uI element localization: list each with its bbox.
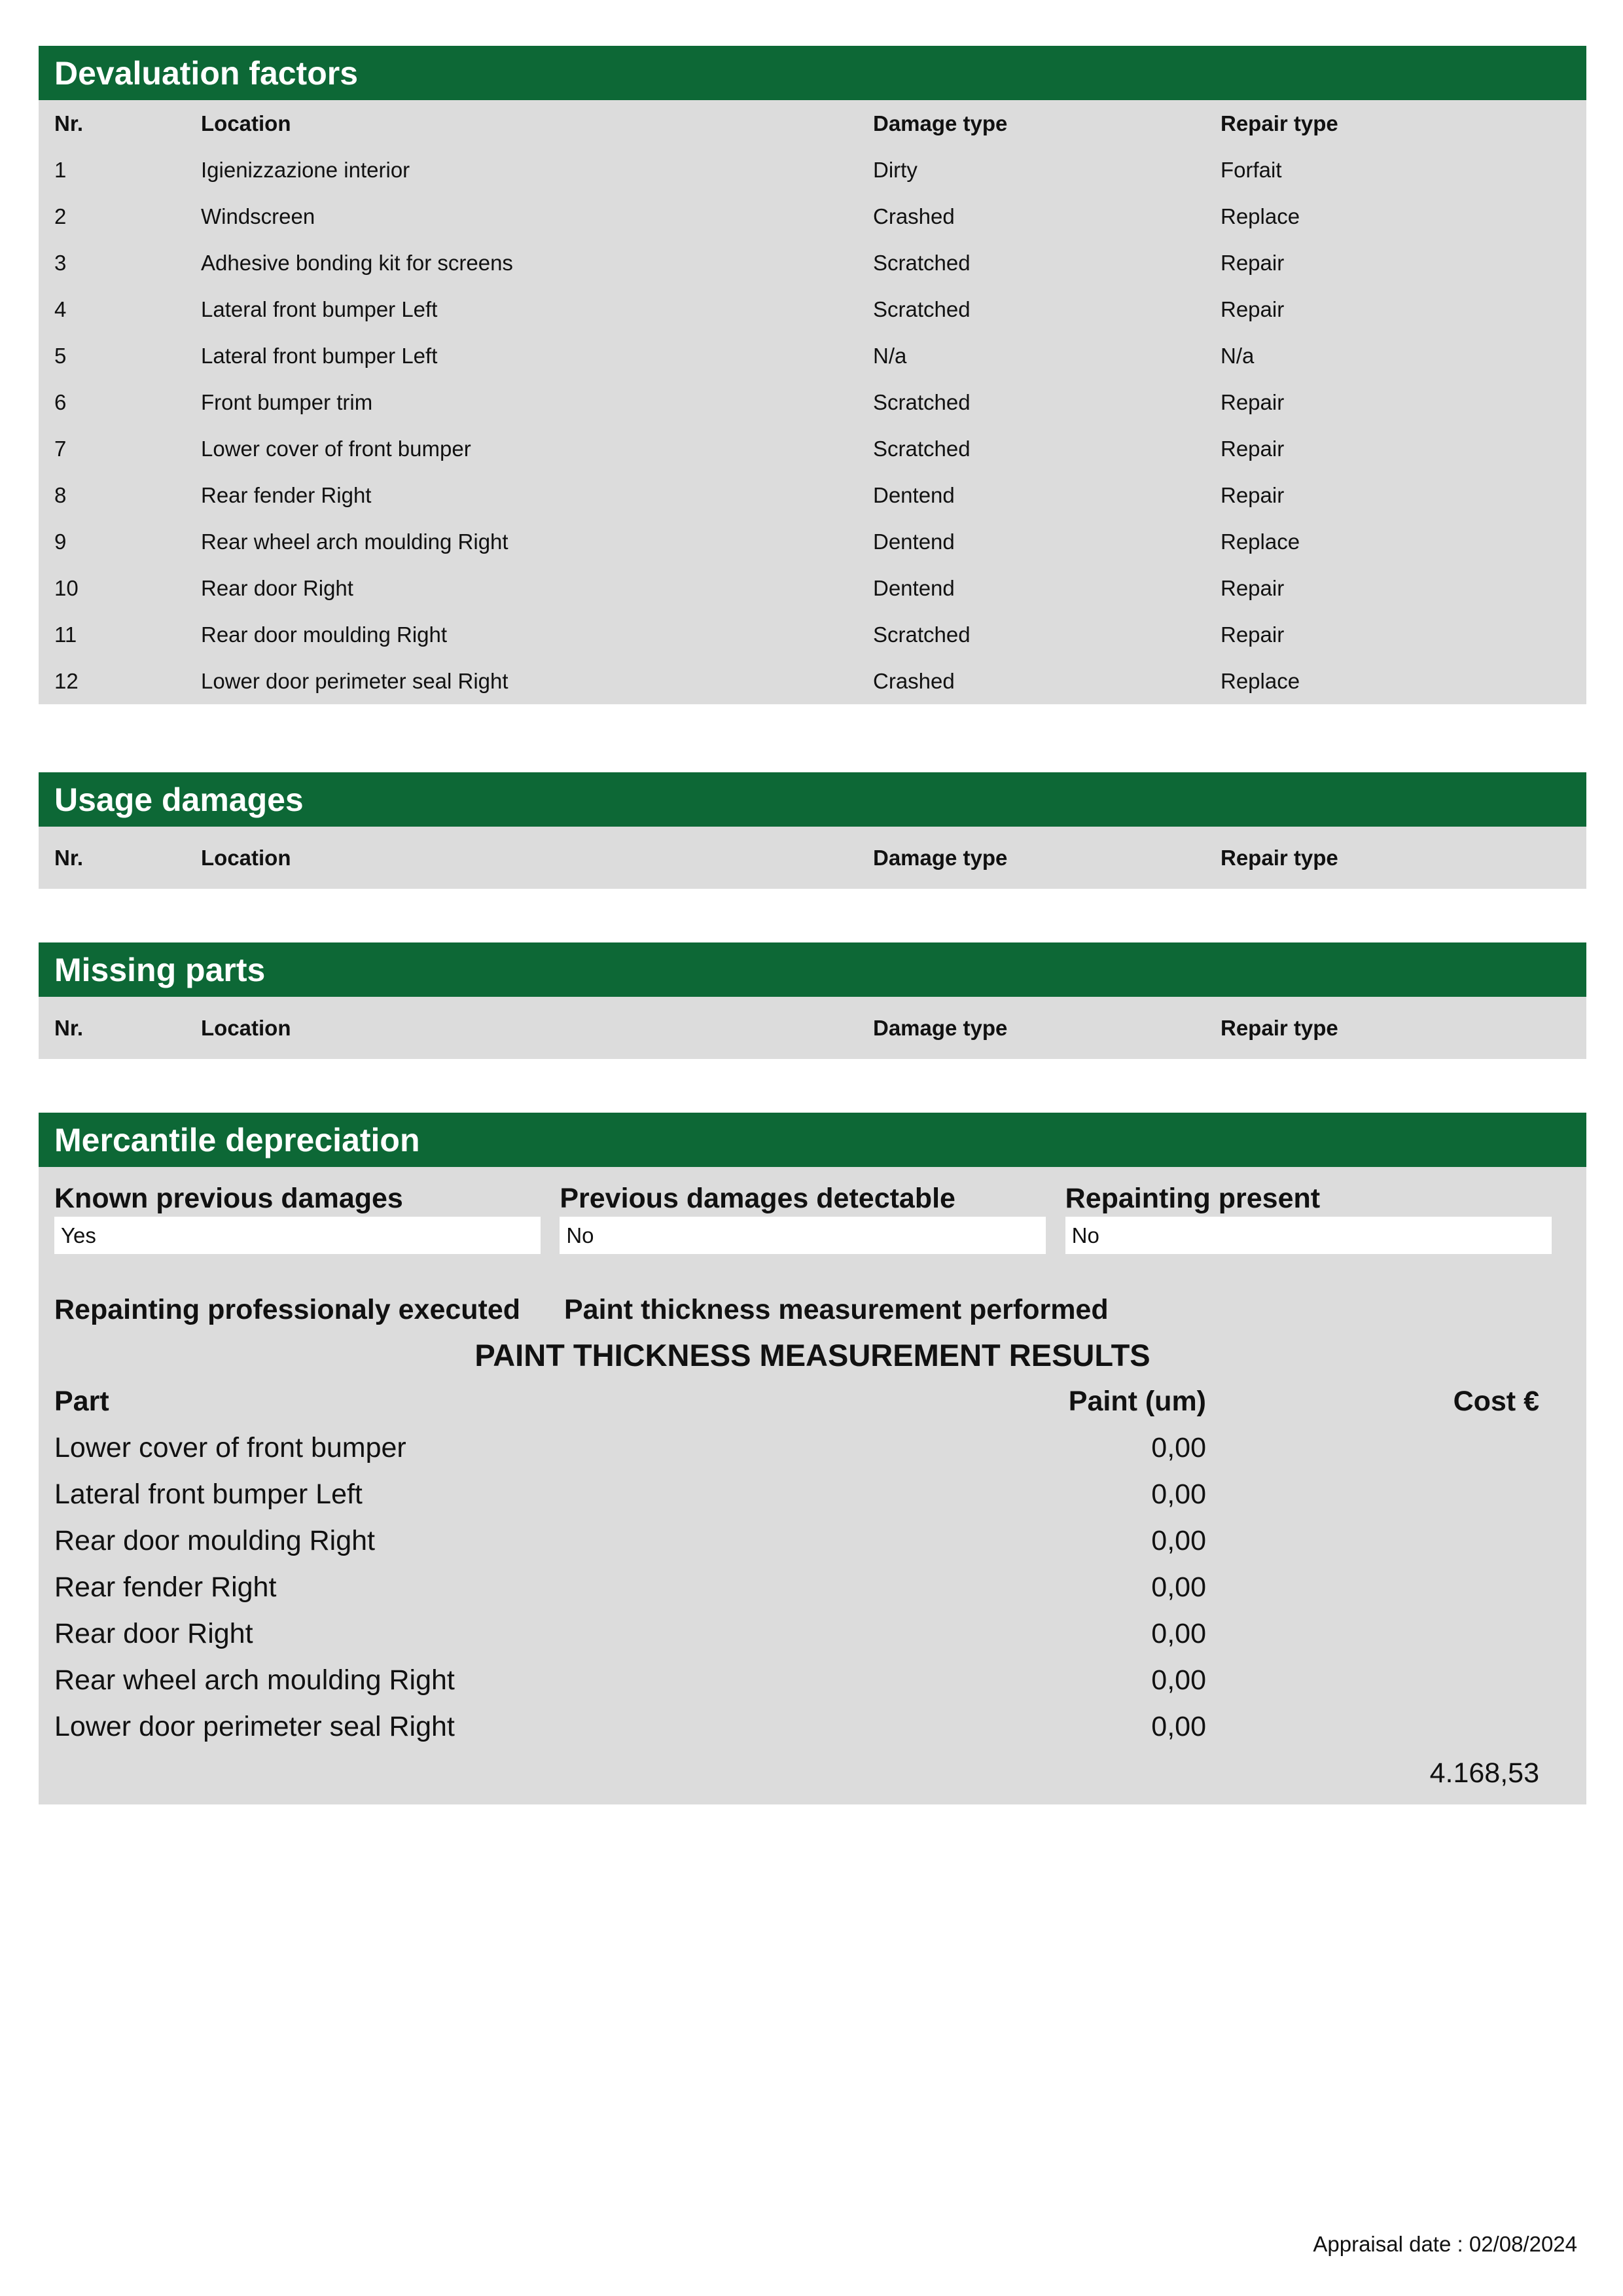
cell-location: Front bumper trim (201, 389, 373, 414)
table-row (54, 1704, 1571, 1750)
cell-location: Rear wheel arch moulding Right (201, 529, 508, 554)
cell-damage-type: Dirty (873, 157, 918, 182)
total-cost: 4.168,53 (1429, 1757, 1539, 1789)
header-repair-type: Repair type (1221, 111, 1338, 135)
total-row (54, 1750, 1571, 1797)
section-title: Usage damages (39, 772, 1586, 827)
cell-repair-type: Repair (1221, 622, 1285, 647)
header-paint: Paint (um) (1068, 1386, 1206, 1417)
devaluation-table (39, 100, 1586, 704)
known-previous-damages (54, 1180, 560, 1254)
table-row (54, 147, 1571, 193)
table-row (54, 1611, 1571, 1657)
cell-damage-type: Scratched (873, 389, 971, 414)
cell-damage-type: Dentend (873, 482, 955, 507)
cell-damage-type: Scratched (873, 250, 971, 275)
cell-part: Lower door perimeter seal Right (54, 1711, 455, 1742)
field-label: Repainting present (1065, 1183, 1321, 1214)
cell-repair-type: Repair (1221, 436, 1285, 461)
cell-repair-type: Repair (1221, 250, 1285, 275)
header-repair-type: Repair type (1221, 845, 1338, 870)
cell-location: Igienizzazione interior (201, 157, 410, 182)
cell-nr: 2 (54, 204, 67, 228)
field-label: Previous damages detectable (560, 1183, 955, 1214)
cell-nr: 4 (54, 296, 67, 321)
table-row (54, 1518, 1571, 1564)
mercantile-body (39, 1167, 1586, 1804)
header-damage-type: Damage type (873, 111, 1008, 135)
cell-nr: 9 (54, 529, 67, 554)
cell-location: Adhesive bonding kit for screens (201, 250, 513, 275)
cell-nr: 5 (54, 343, 67, 368)
cell-damage-type: Scratched (873, 436, 971, 461)
table-row (54, 1425, 1571, 1471)
cell-nr: 10 (54, 575, 79, 600)
header-part: Part (54, 1386, 109, 1417)
header-repair-type: Repair type (1221, 1015, 1338, 1040)
table-row (54, 611, 1571, 658)
table-header-row (54, 827, 1571, 889)
table-row (54, 518, 1571, 565)
section-title: Mercantile depreciation (39, 1113, 1586, 1167)
repainting-present-field: No (1065, 1217, 1552, 1254)
table-header-row (54, 997, 1571, 1059)
table-row (54, 565, 1571, 611)
table-row (54, 1657, 1571, 1704)
header-location: Location (201, 1015, 291, 1040)
cell-nr: 11 (54, 622, 77, 647)
cell-nr: 6 (54, 389, 67, 414)
cell-nr: 1 (54, 157, 67, 182)
cell-paint: 0,00 (1151, 1525, 1206, 1556)
known-previous-damages-field: Yes (54, 1217, 541, 1254)
header-nr: Nr. (54, 845, 84, 870)
cell-paint: 0,00 (1151, 1711, 1206, 1742)
cell-repair-type: Repair (1221, 482, 1285, 507)
cell-location: Lateral front bumper Left (201, 343, 438, 368)
field-label: Known previous damages (54, 1183, 403, 1214)
header-damage-type: Damage type (873, 845, 1008, 870)
header-nr: Nr. (54, 1015, 84, 1040)
cell-location: Windscreen (201, 204, 315, 228)
cell-repair-type: Repair (1221, 296, 1285, 321)
cell-location: Lateral front bumper Left (201, 296, 438, 321)
cell-location: Rear door moulding Right (201, 622, 448, 647)
cell-paint: 0,00 (1151, 1618, 1206, 1649)
cell-repair-type: Repair (1221, 575, 1285, 600)
table-row (54, 472, 1571, 518)
paint-measurement-label: Paint thickness measurement performed (564, 1294, 1109, 1325)
table-row (54, 379, 1571, 425)
table-row (54, 1564, 1571, 1611)
cell-damage-type: Crashed (873, 204, 955, 228)
cell-location: Rear door Right (201, 575, 353, 600)
cell-damage-type: Crashed (873, 668, 955, 693)
table-row (54, 193, 1571, 240)
table-row (54, 332, 1571, 379)
cell-paint: 0,00 (1151, 1571, 1206, 1603)
cell-repair-type: Replace (1221, 529, 1300, 554)
cell-nr: 12 (54, 668, 79, 693)
table-row (54, 1471, 1571, 1518)
cell-repair-type: Forfait (1221, 157, 1282, 182)
cell-repair-type: Repair (1221, 389, 1285, 414)
cell-damage-type: Scratched (873, 622, 971, 647)
cell-repair-type: Replace (1221, 668, 1300, 693)
cell-repair-type: Replace (1221, 204, 1300, 228)
cell-location: Lower door perimeter seal Right (201, 668, 508, 693)
usage-section (39, 772, 1586, 889)
header-cost: Cost € (1453, 1386, 1539, 1417)
repainting-fields (54, 1254, 1571, 1333)
previous-damages-detectable (560, 1180, 1065, 1254)
table-row (54, 286, 1571, 332)
table-row (54, 240, 1571, 286)
cell-nr: 8 (54, 482, 67, 507)
header-location: Location (201, 111, 291, 135)
header-location: Location (201, 845, 291, 870)
paint-table-header (54, 1378, 1571, 1425)
cell-part: Rear door moulding Right (54, 1525, 375, 1556)
cell-damage-type: Dentend (873, 529, 955, 554)
table-row (54, 425, 1571, 472)
cell-paint: 0,00 (1151, 1664, 1206, 1696)
missing-section (39, 942, 1586, 1059)
cell-part: Rear door Right (54, 1618, 253, 1649)
cell-repair-type: N/a (1221, 343, 1255, 368)
previous-damage-fields (54, 1167, 1571, 1254)
cell-paint: 0,00 (1151, 1432, 1206, 1463)
cell-damage-type: Dentend (873, 575, 955, 600)
cell-location: Lower cover of front bumper (201, 436, 471, 461)
header-nr: Nr. (54, 111, 84, 135)
repainting-present (1065, 1180, 1571, 1254)
mercantile-section (39, 1113, 1586, 1804)
section-title: Missing parts (39, 942, 1586, 997)
paint-results-title: PAINT THICKNESS MEASUREMENT RESULTS (474, 1338, 1150, 1372)
header-damage-type: Damage type (873, 1015, 1008, 1040)
cell-nr: 3 (54, 250, 67, 275)
cell-paint: 0,00 (1151, 1479, 1206, 1510)
previous-damages-detectable-field: No (560, 1217, 1046, 1254)
section-title: Devaluation factors (39, 46, 1586, 100)
devaluation-section (39, 46, 1586, 704)
repainting-professional-label: Repainting professionaly executed (54, 1294, 521, 1325)
appraisal-date: Appraisal date : 02/08/2024 (1313, 2232, 1577, 2256)
cell-nr: 7 (54, 436, 67, 461)
cell-damage-type: N/a (873, 343, 907, 368)
cell-part: Lateral front bumper Left (54, 1479, 363, 1510)
cell-part: Rear fender Right (54, 1571, 277, 1603)
cell-part: Lower cover of front bumper (54, 1432, 406, 1463)
usage-table (39, 827, 1586, 889)
cell-damage-type: Scratched (873, 296, 971, 321)
table-header-row (54, 100, 1571, 147)
cell-location: Rear fender Right (201, 482, 372, 507)
table-row (54, 658, 1571, 704)
cell-part: Rear wheel arch moulding Right (54, 1664, 455, 1696)
missing-table (39, 997, 1586, 1059)
